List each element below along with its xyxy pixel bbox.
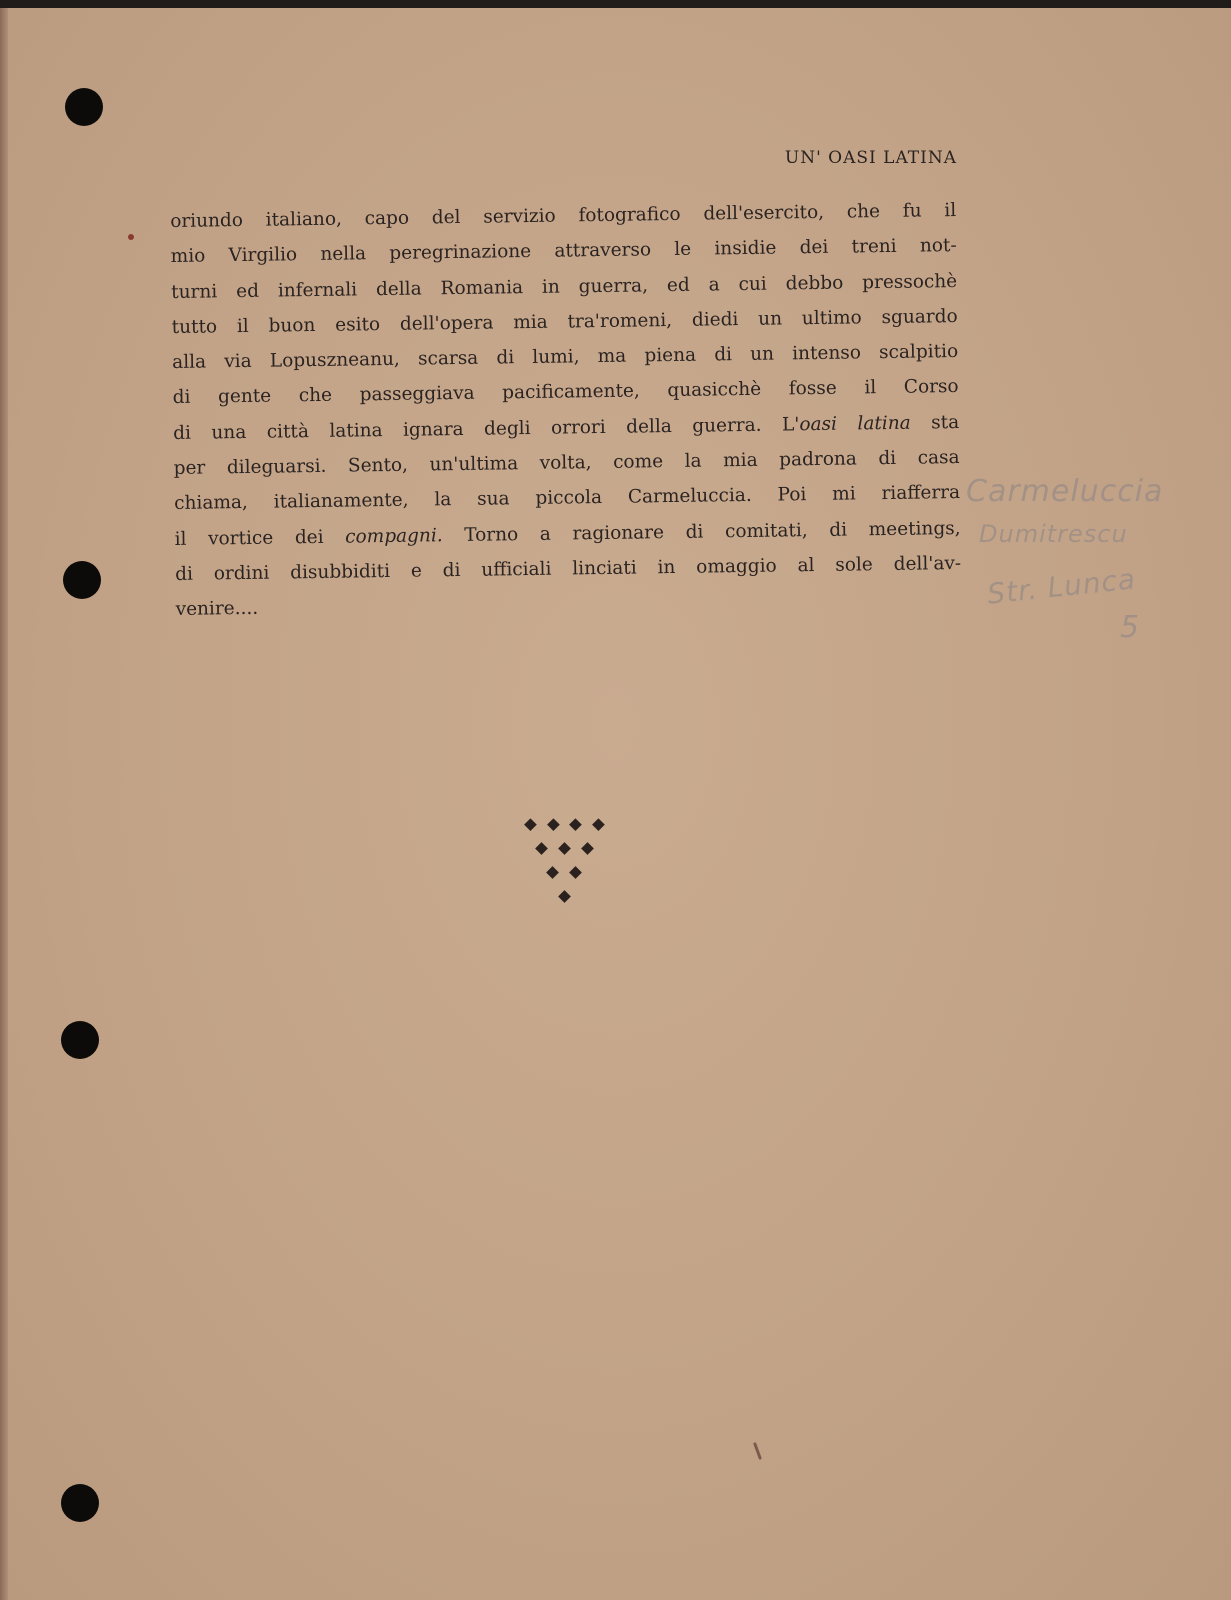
diamond-glyph [558,890,571,903]
diamond-glyph [592,818,604,830]
fleuron-ornament [519,814,609,910]
text-line: turni ed infernali della Romania in guerra, ed a cui debbo pressochè [171,270,958,303]
diamond-glyph [547,818,559,830]
paper-speck [753,1442,762,1460]
ornament-row [519,886,609,910]
text-segment: il vortice dei [174,526,346,550]
text-line: di gente che passeggiava pacificamente, quasicchè fosse il Corso [172,376,959,409]
italic-phrase: compagni. [345,524,443,548]
punch-hole [61,1484,99,1522]
text-line: per dileguarsi. Sento, un'ultima volta, come la mia padrona di casa [173,447,960,480]
italic-phrase: oasi latina [799,412,911,436]
ornament-row [519,862,609,886]
margin-note-line: Dumitrescu [979,520,1128,548]
margin-note-line: 5 [1120,610,1141,645]
text-line: alla via Lopuszneanu, scarsa di lumi, ma piena di un intenso scalpitio [172,341,959,374]
running-head: UN' OASI LATINA [784,148,957,168]
punch-hole [61,1021,99,1059]
diamond-glyph [558,842,571,855]
text-line: venire.... [175,598,259,621]
diamond-glyph [581,842,594,855]
punch-hole [65,88,103,126]
diamond-glyph [535,842,548,855]
text-segment: sta [910,411,960,434]
body-text [170,193,962,627]
margin-note-line: Str. Lunca [985,562,1138,611]
document-page [0,8,1231,1600]
text-line: mio Virgilio nella peregrinazione attraverso le insidie dei treni not- [170,235,957,268]
text-segment: di una città latina ignara degli orrori della guerra. L' [173,414,800,444]
diamond-glyph [569,818,581,830]
text-segment: Torno a ragionare di comitati, di meetings, [442,517,961,546]
ink-speck [128,234,134,240]
text-line: di ordini disubbiditi e di ufficiali linciati in omaggio al sole dell'av- [175,552,962,585]
margin-note-line: Carmeluccia [966,474,1164,509]
diamond-glyph [569,866,582,879]
diamond-glyph [546,866,559,879]
diamond-glyph [524,818,536,830]
ornament-row [519,838,609,862]
text-line: oriundo italiano, capo del servizio fotografico dell'esercito, che fu il [170,200,957,232]
punch-hole [63,561,101,599]
ornament-row [519,814,609,838]
text-line: tutto il buon esito dell'opera mia tra'romeni, diedi un ultimo sguardo [171,305,958,338]
text-line: chiama, italianamente, la sua piccola Carmeluccia. Poi mi riafferra [174,482,961,515]
page-edge [0,8,8,1600]
